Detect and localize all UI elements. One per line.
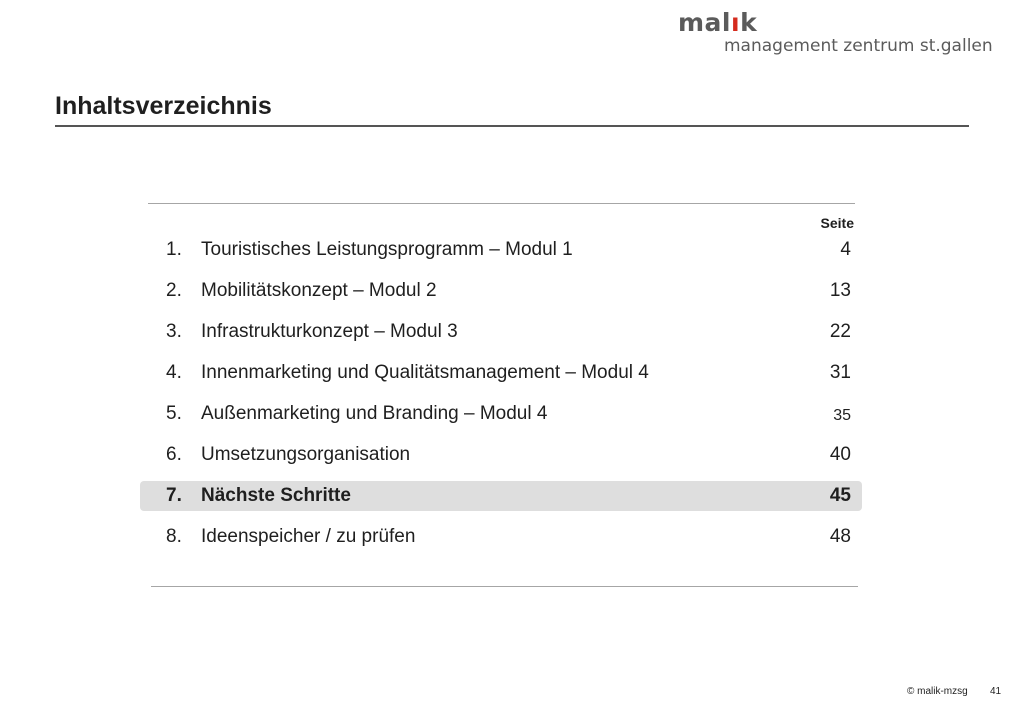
toc-item-number: 5.: [166, 403, 182, 424]
toc-item-page: 35: [833, 407, 851, 424]
toc-item-label: Infrastrukturkonzept – Modul 3: [201, 321, 458, 342]
toc-item-page: 4: [840, 239, 851, 260]
footer-page-number: 41: [990, 686, 1002, 697]
toc-item-4[interactable]: [140, 358, 862, 388]
toc-item-page: 48: [829, 526, 851, 547]
toc-item-label: Innenmarketing und Qualitätsmanagement – Modul 4: [201, 362, 649, 383]
toc-item-label: Touristisches Leistungsprogramm – Modul 1: [201, 239, 573, 260]
toc-item-6[interactable]: [140, 440, 862, 470]
page-column-label: Seite: [820, 215, 854, 231]
logo-brand-accent: ı: [731, 8, 741, 37]
toc-item-label: Nächste Schritte: [201, 485, 351, 506]
toc-item-number: 2.: [166, 280, 182, 301]
toc-item-label: Umsetzungsorganisation: [201, 444, 411, 465]
toc-item-label: Ideenspeicher / zu prüfen: [201, 526, 416, 547]
logo-tagline: management zentrum st.gallen: [724, 36, 993, 56]
toc-item-page: 22: [829, 321, 851, 342]
footer-copyright: © malik-mzsg: [907, 686, 968, 697]
toc-item-number: 1.: [166, 239, 182, 260]
logo-brand-prefix: mal: [678, 8, 731, 37]
page-title: Inhaltsverzeichnis: [55, 92, 272, 120]
toc-item-1[interactable]: [140, 235, 862, 265]
toc-item-number: 3.: [166, 321, 182, 342]
toc-item-number: 8.: [166, 526, 182, 547]
toc-item-3[interactable]: [140, 317, 862, 347]
toc-item-2[interactable]: [140, 276, 862, 306]
logo-brand-suffix: k: [740, 8, 758, 37]
toc-item-7-active[interactable]: [140, 481, 862, 511]
toc-item-number: 7.: [166, 485, 182, 506]
toc-bottom-divider: [151, 586, 858, 587]
toc-item-page: 13: [829, 280, 851, 301]
toc-item-page: 40: [829, 444, 851, 465]
toc-item-page: 31: [829, 362, 851, 383]
toc-item-number: 6.: [166, 444, 182, 465]
toc-item-label: Mobilitätskonzept – Modul 2: [201, 280, 437, 301]
toc-item-label: Außenmarketing und Branding – Modul 4: [201, 403, 548, 424]
toc-item-8[interactable]: [140, 522, 862, 552]
toc-item-page: 45: [829, 485, 851, 506]
toc-item-5[interactable]: [140, 399, 862, 429]
toc-item-number: 4.: [166, 362, 182, 383]
